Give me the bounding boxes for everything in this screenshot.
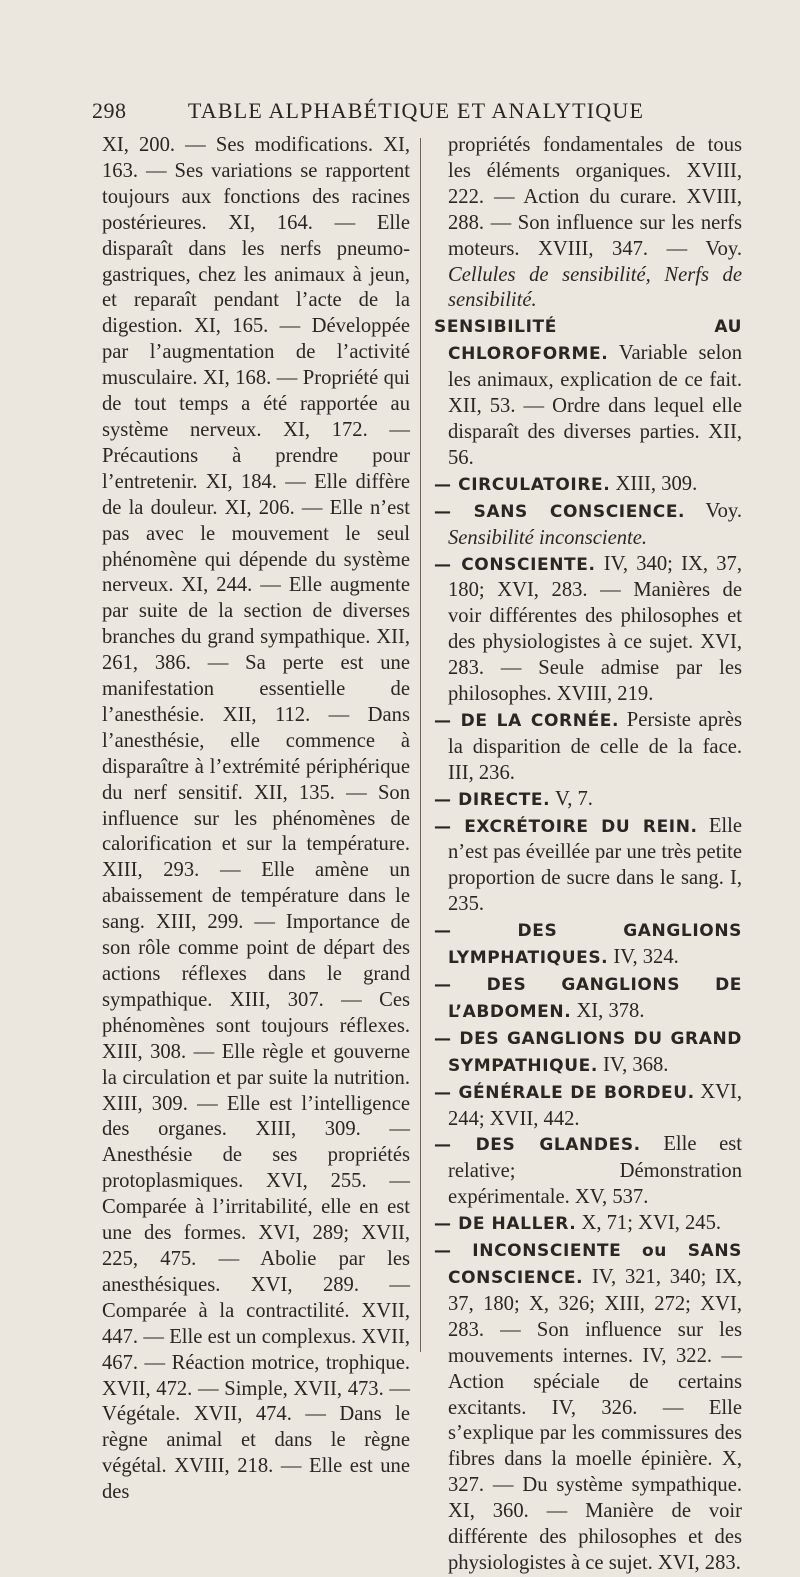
- running-title: TABLE ALPHABÉTIQUE ET ANALYTIQUE: [187, 98, 645, 123]
- entry-ganglions-grand-sympathique: [434, 1026, 742, 1080]
- entry-text-ganglions-grand-sympathique: IV, 368.: [603, 1053, 669, 1076]
- entry-text-inconsciente: IV, 321, 340; IX, 37, 180; X, 326; XIII, 272; XVI, 283. — Son influence sur les mouvements internes. IV, 322. — Action spéciale de certains excitants. IV, 326. — Elle s’explique par les commissures des fibres dans la moelle épinière. X, 327. — Du système sympathique. XI, 360. — Manière de voir différente des philosophes et des physiologistes à ce sujet. XVI, 283.: [448, 1265, 742, 1574]
- entry-crossref-sans-conscience: Sensibilité inconsciente.: [448, 526, 648, 549]
- entry-cornee: [434, 708, 742, 787]
- entry-text-directe: V, 7.: [554, 787, 593, 810]
- entry-head-ganglions-abdomen: — DES GANGLIONS DE L’ABDOMEN.: [434, 975, 742, 1022]
- entry-head-ganglions-grand-sympathique: — DES GANGLIONS DU GRAND SYMPATHIQUE.: [434, 1028, 742, 1076]
- entry-text-ganglions-abdomen: XI, 378.: [576, 999, 645, 1022]
- entry-text-excretoire: Elle n’est pas éveillée par une très petite proportion de sucre dans le sang. I, 235.: [448, 814, 742, 916]
- continued-crossref: Cellules de sensibilité, Nerfs de sensibilité.: [448, 263, 742, 312]
- entry-head-ganglions-lymphatiques: — DES GANGLIONS LYMPHATIQUES.: [434, 921, 742, 969]
- right-column: [434, 133, 742, 1577]
- column-divider: [420, 138, 421, 1352]
- page-number: 298: [92, 98, 127, 123]
- entry-text-circulatoire: XIII, 309.: [615, 472, 698, 495]
- entry-excretoire: [434, 814, 742, 919]
- entry-text-cornee: Persiste après la disparition de celle de la face. III, 236.: [448, 708, 742, 784]
- entry-text-consciente: IV, 340; IX, 37, 180; XVI, 283. — Manières de voir différentes des philosophes et des physiologistes à ce sujet. XVI, 283. — Seule admise par les philosophes. XVIII, 219.: [448, 552, 742, 706]
- running-header: [92, 98, 740, 126]
- entry-ganglions-abdomen: [434, 972, 742, 1026]
- entry-head-chloroforme: SENSIBILITÉ AU CHLOROFORME.: [434, 317, 742, 365]
- entry-text-ganglions-lymphatiques: IV, 324.: [613, 946, 679, 969]
- entry-chloroforme: [434, 314, 742, 471]
- entry-head-cornee: — DE LA CORNÉE.: [434, 710, 620, 731]
- entry-sans-conscience: [434, 499, 742, 552]
- entry-text-haller: X, 71; XVI, 245.: [581, 1212, 722, 1235]
- entry-head-excretoire: — EXCRÉTOIRE DU REIN.: [434, 816, 698, 837]
- entry-glandes: [434, 1132, 742, 1211]
- continued-entry: [434, 133, 742, 314]
- entry-consciente: [434, 552, 742, 708]
- entry-head-consciente: — CONSCIENTE.: [434, 554, 596, 575]
- entry-head-haller: — DE HALLER.: [434, 1214, 577, 1235]
- entry-head-glandes: — DES GLANDES.: [434, 1135, 641, 1156]
- entry-head-inconsciente: — INCONSCIENTE ou SANS CONSCIENCE.: [434, 1241, 742, 1288]
- entry-text-sans-conscience: Voy.: [705, 499, 742, 522]
- entry-text-generale-bordeu: XVI, 244; XVII, 442.: [448, 1080, 742, 1130]
- entry-text-glandes: Elle est relative; Démonstration expérimentale. XV, 537.: [448, 1133, 742, 1209]
- left-column: [102, 133, 410, 1506]
- entry-directe: [434, 787, 742, 814]
- sensibility-continued-entry: XI, 200. — Ses modifications. XI, 163. — Ses variations se rapportent toujours aux fonctions des racines postérieures. XI, 164. — Elle disparaît dans les nerfs pneumo-gastriques, chez les animaux à jeun, et reparaît pendant l’acte de la digestion. XI, 165. — Développée par l’augmentation de l’activité musculaire. XI, 168. — Propriété qui de tout temps a été rapportée au système nerveux. XI, 172. — Précautions à prendre pour l’entretenir. XI, 184. — Elle diffère de la douleur. XI, 206. — Elle n’est pas avec le mouvement le seul phénomène qui dépende du système nerveux. XI, 244. — Elle augmente par suite de la section de diverses branches du grand sympathique. XII, 261, 386. — Sa perte est une manifestation essentielle de l’anesthésie. XII, 112. — Dans l’anesthésie, elle commence à disparaître à l’extrémité périphérique du nerf sensitif. XII, 135. — Son influence sur les phénomènes de calorification et sur la température. XIII, 293. — Elle amène un abaissement de température dans le sang. XIII, 299. — Importance de son rôle comme point de départ des actions réflexes dans le grand sympathique. XIII, 307. — Ces phénomènes sont toujours réflexes. XIII, 308. — Elle règle et gouverne la circulation et par suite la nutrition. XIII, 309. — Elle est l’intelligence des organes. XIII, 309. — Anesthésie de ses propriétés protoplasmiques. XVI, 255. — Comparée à l’irritabilité, elle en est une des formes. XVI, 289; XVII, 225, 475. — Abolie par les anesthésiques. XVI, 289. — Comparée à la contractilité. XVII, 447. — Elle est un complexus. XVII, 467. — Réaction motrice, trophique. XVII, 472. — Simple, XVII, 473. — Végétale. XVII, 474. — Dans le règne animal et dans le règne végétal. XVIII, 218. — Elle est une des: [102, 134, 410, 1504]
- entry-circulatoire: [434, 472, 742, 499]
- continued-text: propriétés fondamentales de tous les éléments organiques. XVIII, 222. — Action du curare. XVIII, 288. — Son influence sur les nerfs moteurs. XVIII, 347. — Voy.: [448, 134, 742, 260]
- entry-head-circulatoire: — CIRCULATOIRE.: [434, 474, 611, 495]
- entry-generale-bordeu: [434, 1080, 742, 1133]
- entry-head-generale-bordeu: — GÉNÉRALE DE BORDEU.: [434, 1082, 695, 1103]
- entry-haller: [434, 1211, 742, 1238]
- entry-head-directe: — DIRECTE.: [434, 789, 551, 810]
- entry-head-sans-conscience: — SANS CONSCIENCE.: [434, 501, 686, 522]
- entry-inconsciente: [434, 1238, 742, 1577]
- entry-text-chloroforme: Variable selon les animaux, explication de ce fait. XII, 53. — Ordre dans lequel elle disparaît des diverses parties. XII, 56.: [448, 342, 743, 469]
- entry-ganglions-lymphatiques: [434, 918, 742, 972]
